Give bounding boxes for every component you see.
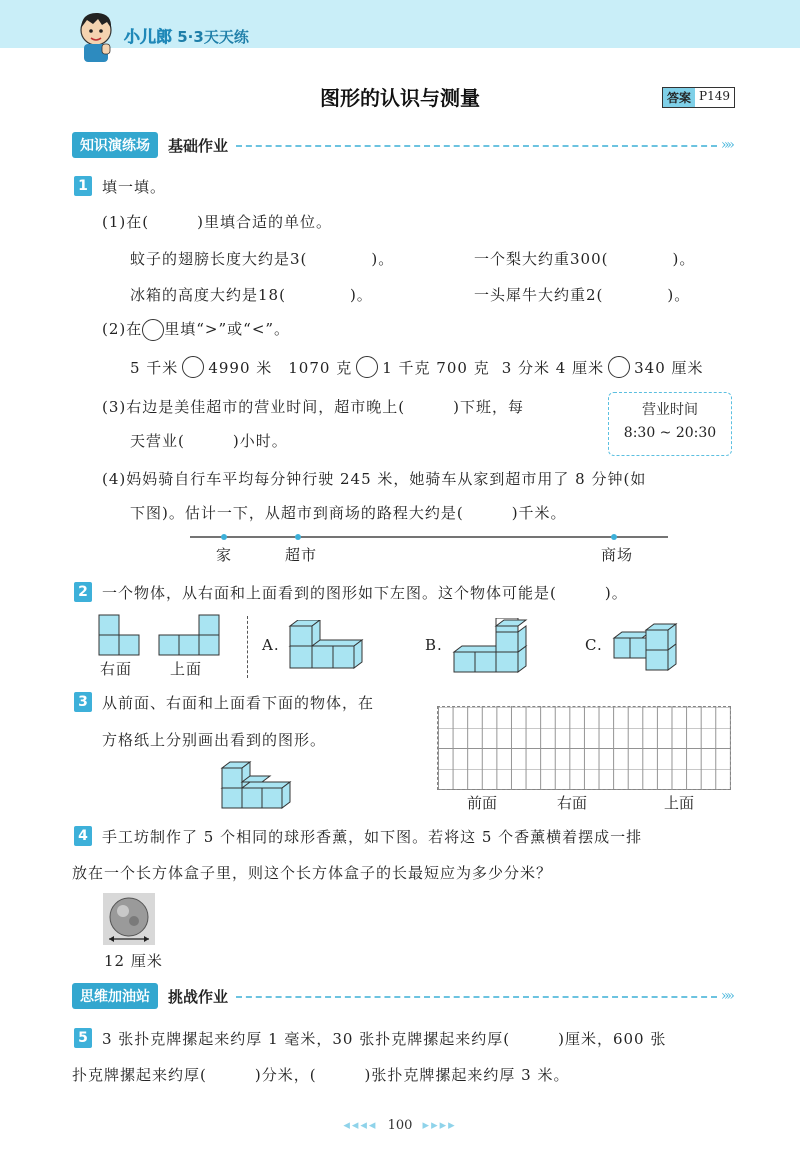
brand-title [124,24,249,47]
aroma-ball-icon [103,893,155,945]
q1-part1-a: 蚊子的翅膀长度大约是3( )。 [130,250,395,268]
compare-row [130,356,704,378]
series-name: 5·3天天练 [177,28,249,46]
q1-part3-a: (3)右边是美佳超市的营业时间，超市晚上( )下班，每 [102,398,524,416]
boy-mascot-icon [72,6,120,64]
brand-name: 小儿郎 [124,27,173,46]
q1-part1-c: 冰箱的高度大约是18( )。 [130,286,373,304]
page-title: 图形的认识与测量 [320,86,480,110]
q4-text-b: 放在一个长方体盒子里，则这个长方体盒子的长最短应为多少分米？ [72,864,553,882]
question-number: 1 [74,176,92,196]
footer-arrows-left: ◂◂◂◂ [343,1118,378,1133]
q5-text-a: 3 张扑克牌摞起来约厚 1 毫米，30 张扑克牌摞起来约厚( )厘米，600 张 [102,1030,667,1048]
section-subtitle: 基础作业 [168,136,229,155]
compare-3-right: 340 厘米 [634,358,704,377]
right-view-shape [98,614,142,658]
square-grid-paper[interactable] [437,706,731,790]
distance-line [190,530,670,542]
q1-part4-b: 下图)。估计一下，从超市到商场的路程大约是( )千米。 [130,504,567,522]
grid-label-front: 前面 [467,794,498,812]
cube-shape-icon [452,618,528,674]
q1-part3-b: 天营业( )小时。 [130,432,288,450]
q1-part1-d: 一头犀牛大约重2( )。 [474,286,691,304]
line-label-mall: 商场 [601,546,634,564]
business-hours-title: 营业时间 [642,402,698,418]
header-band [0,0,800,48]
compare-circle[interactable] [142,319,164,341]
footer-arrows-right: ▸▸▸▸ [422,1118,457,1133]
q2-text: 一个物体，从右面和上面看到的图形如下左图。这个物体可能是( )。 [102,584,628,602]
question-number: 5 [74,1028,92,1048]
question-number: 2 [74,582,92,602]
answer-label: 答案 [663,88,695,107]
ball-caption: 12 厘米 [104,952,163,970]
compare-circle[interactable] [356,356,378,378]
line-label-market: 超市 [285,546,318,564]
page-number: 100 [387,1118,413,1133]
q5-text-b: 扑克牌摞起来约厚( )分米，( )张扑克牌摞起来约厚 3 米。 [72,1066,570,1084]
page-footer [0,1118,800,1133]
question-number: 4 [74,826,92,846]
cube-shape-icon [288,620,370,670]
view-label-right: 右面 [100,660,133,678]
compare-1-left: 5 千米 [130,358,179,377]
double-chevron-icon: »» [720,137,732,153]
q1-part2-pre: (2)在 [102,320,143,338]
answer-ref [662,87,735,108]
q1-part1-b: 一个梨大约重300( )。 [474,250,696,268]
view-label-top: 上面 [170,660,203,678]
question-number: 3 [74,692,92,712]
compare-2-left: 1070 克 [288,358,353,377]
q1-part1: (1)在( )里填合适的单位。 [102,213,332,231]
compare-3-left: 3 分米 4 厘米 [501,358,605,377]
section-header-basic [72,133,732,157]
option-c[interactable]: C. [585,636,603,654]
grid-label-top: 上面 [664,794,695,812]
q1-part2 [102,318,290,341]
section-subtitle: 挑战作业 [168,987,229,1006]
section-divider [236,996,717,998]
section-tag: 思维加油站 [72,983,158,1009]
double-chevron-icon: »» [720,988,732,1004]
q1-part2-post: 里填“>”或“<”。 [164,320,291,338]
answer-page: P149 [699,89,730,103]
section-header-challenge [72,984,732,1008]
section-divider [236,145,717,147]
cube-shape-icon [612,622,686,674]
line-label-home: 家 [216,546,233,564]
option-a[interactable]: A. [262,636,280,654]
option-b[interactable]: B. [425,636,443,654]
top-view-shape [158,614,222,658]
compare-circle[interactable] [182,356,204,378]
section-tag: 知识演练场 [72,132,158,158]
grid-label-right: 右面 [557,794,588,812]
q1-intro: 填一填。 [102,178,167,196]
compare-2-right: 1 千克 700 克 [382,358,490,377]
compare-1-right: 4990 米 [208,358,273,377]
compare-circle[interactable] [608,356,630,378]
cube-shape-icon [220,760,294,812]
business-hours-box [608,392,732,456]
q4-text-a: 手工坊制作了 5 个相同的球形香薰，如下图。若将这 5 个香薰横着摆成一排 [102,828,643,846]
q3-text-b: 方格纸上分别画出看到的图形。 [102,731,327,749]
view-divider [247,616,248,678]
business-hours-time: 8:30 ~ 20:30 [623,425,717,441]
q1-part4-a: (4)妈妈骑自行车平均每分钟行驶 245 米，她骑车从家到超市用了 8 分钟(如 [102,470,647,488]
q3-text-a: 从前面、右面和上面看下面的物体，在 [102,694,375,712]
